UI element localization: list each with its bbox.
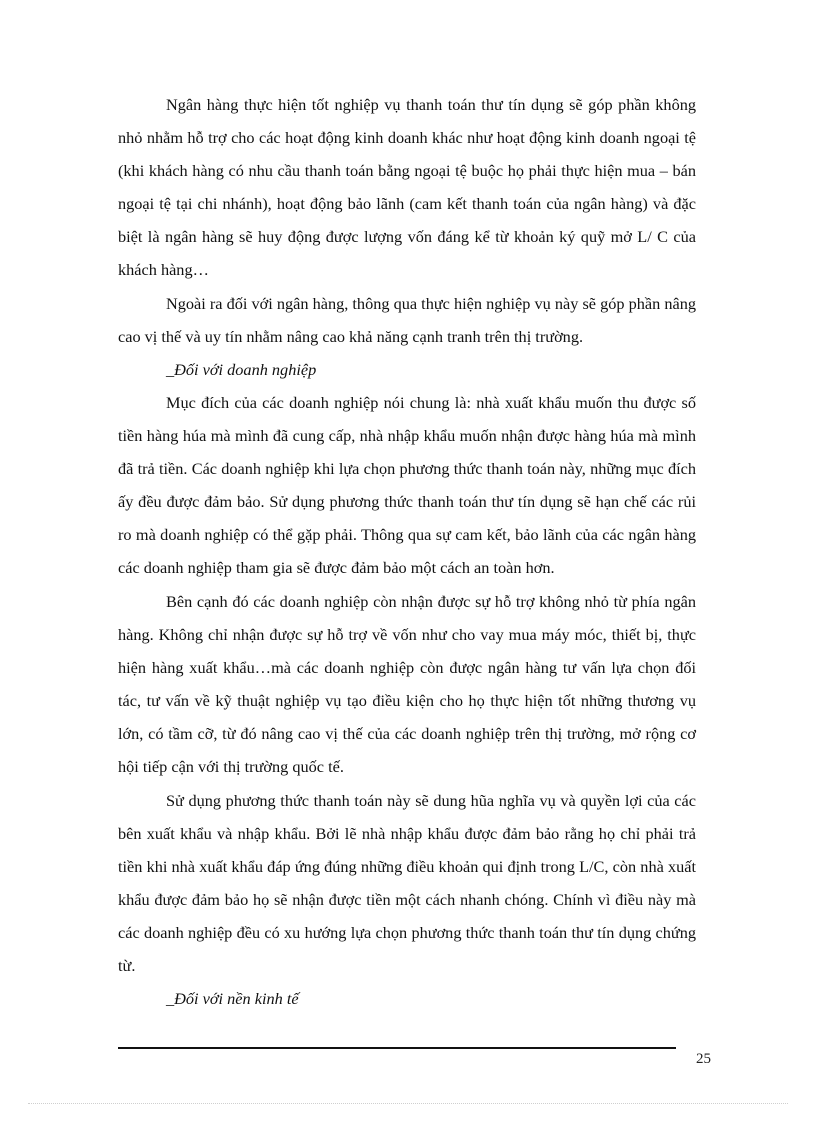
page-body bbox=[118, 88, 696, 1015]
paragraph-enterprise-goals: Mục đích của các doanh nghiệp nói chung là: nhà xuất khẩu muốn thu được số tiền hàng húa mà mình đã cung cấp, nhà nhập khẩu muốn nhận được hàng húa mà mình đã trả tiền. Các doanh nghiệp khi lựa chọn phương thức thanh toán này, những mục đích ấy đều được đảm bảo. Sử dụng phương thức thanh toán thư tín dụng sẽ hạn chế các rủi ro mà doanh nghiệp có thể gặp phải. Thông qua sự cam kết, bảo lãnh của các ngân hàng các doanh nghiệp tham gia sẽ được đảm bảo một cách an toàn hơn. bbox=[118, 393, 696, 577]
subheading-enterprises: _Đối với doanh nghiệp bbox=[166, 360, 317, 379]
page-bottom-border bbox=[28, 1103, 788, 1104]
paragraph-bank-support: Bên cạnh đó các doanh nghiệp còn nhận được sự hỗ trợ không nhỏ từ phía ngân hàng. Không chỉ nhận được sự hỗ trợ về vốn như cho vay mua máy móc, thiết bị, thực hiện hàng xuất khẩu…mà các doanh nghiệp còn được ngân hàng tư vấn lựa chọn đối tác, tư vấn về kỹ thuật nghiệp vụ tạo điều kiện cho họ thực hiện tốt những thương vụ lớn, có tầm cỡ, từ đó nâng cao vị thế của các doanh nghiệp trên thị trường, mở rộng cơ hội tiếp cận với thị trường quốc tế. bbox=[118, 592, 696, 776]
paragraph-bank-benefits: Ngân hàng thực hiện tốt nghiệp vụ thanh toán thư tín dụng sẽ góp phần không nhỏ nhằm hỗ trợ cho các hoạt động kinh doanh khác như hoạt động kinh doanh ngoại tệ (khi khách hàng có nhu cầu thanh toán bằng ngoại tệ buộc họ phải thực hiện mua – bán ngoại tệ tại chi nhánh), hoạt động bảo lãnh (cam kết thanh toán của ngân hàng) và đặc biệt là ngân hàng sẽ huy động được lượng vốn đáng kể từ khoản ký quỹ mở L/ C của khách hàng… bbox=[118, 95, 696, 279]
paragraph-balance-obligations: Sử dụng phương thức thanh toán này sẽ dung hũa nghĩa vụ và quyền lợi của các bên xuất khẩu và nhập khẩu. Bởi lẽ nhà nhập khẩu được đảm bảo rằng họ chỉ phải trả tiền khi nhà xuất khẩu đáp ứng đúng những điều khoản qui định trong L/C, còn nhà xuất khẩu được đảm bảo họ sẽ nhận được tiền một cách nhanh chóng. Chính vì điều này mà các doanh nghiệp đều có xu hướng lựa chọn phương thức thanh toán thư tín dụng chứng từ. bbox=[118, 791, 696, 975]
footer-divider bbox=[118, 1047, 676, 1049]
page-number: 25 bbox=[696, 1051, 711, 1067]
paragraph-bank-competitiveness: Ngoài ra đối với ngân hàng, thông qua thực hiện nghiệp vụ này sẽ góp phần nâng cao vị thế và uy tín nhằm nâng cao khả năng cạnh tranh trên thị trường. bbox=[118, 294, 696, 346]
subheading-economy: _Đối với nền kinh tế bbox=[166, 989, 299, 1008]
